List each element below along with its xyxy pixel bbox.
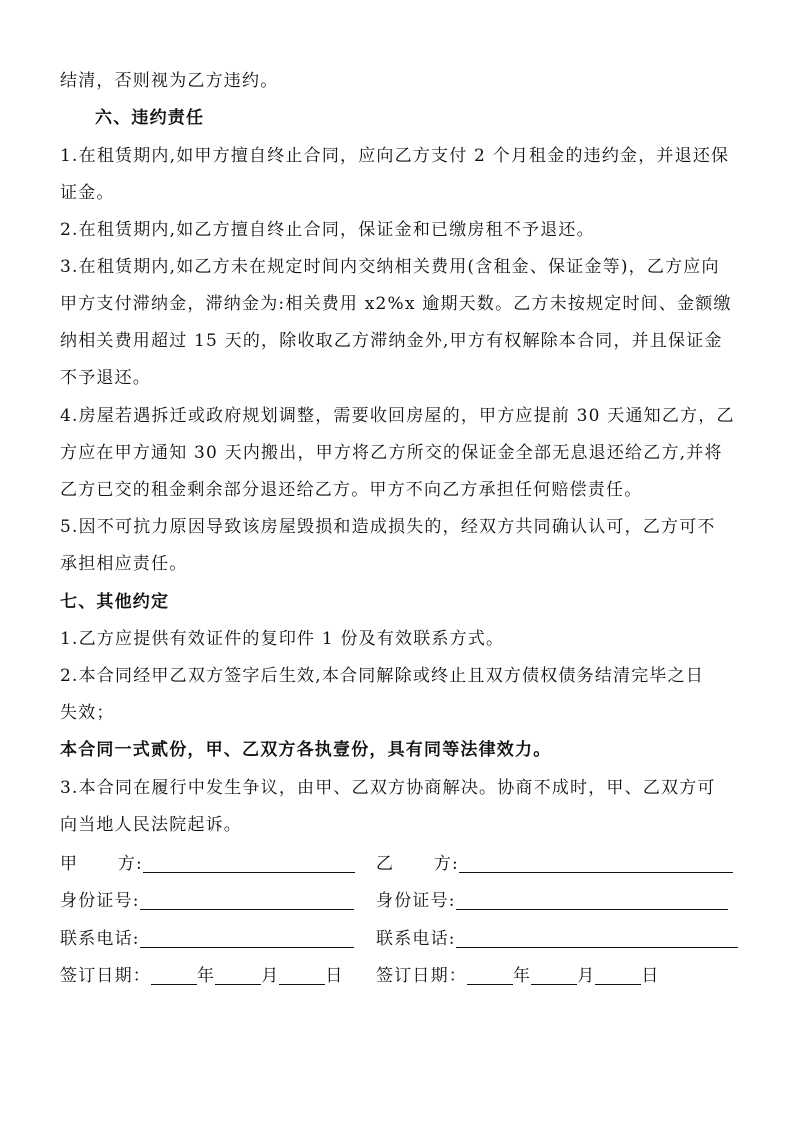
paragraph-line: 证金。 <box>60 183 115 203</box>
day-label: 日 <box>641 966 660 986</box>
party-b-id-field[interactable] <box>456 891 728 910</box>
day-label: 日 <box>325 966 344 986</box>
year-label: 年 <box>197 966 216 986</box>
party-a-date-label: 签订日期： <box>60 966 151 986</box>
paragraph-line: 3.本合同在履行中发生争议，由甲、乙双方协商解决。协商不成时，甲、乙双方可 <box>60 778 716 798</box>
party-a-id-cell <box>60 890 354 912</box>
month-label: 月 <box>577 966 596 986</box>
party-b-phone-label: 联系电话: <box>376 929 456 949</box>
paragraph-line: 纳相关费用超过 15 天的，除收取乙方滞纳金外,甲方有权解除本合同，并且保证金 <box>60 331 723 351</box>
party-b-phone-cell <box>376 928 738 950</box>
party-a-cell <box>60 853 355 875</box>
section-heading-other: 七、其他约定 <box>60 592 170 612</box>
party-a-field[interactable] <box>143 854 355 873</box>
party-b-date-cell <box>376 965 660 987</box>
paragraph-line: 结清，否则视为乙方违约。 <box>60 71 279 91</box>
party-b-cell <box>376 853 733 875</box>
paragraph-line: 2.本合同经甲乙双方签字后生效,本合同解除或终止且双方债权债务结清完毕之日 <box>60 666 705 686</box>
party-a-month-field[interactable] <box>215 966 261 985</box>
party-b-phone-field[interactable] <box>456 929 738 948</box>
paragraph-line: 乙方已交的租金剩余部分退还给乙方。甲方不向乙方承担任何赔偿责任。 <box>60 480 643 500</box>
paragraph-line: 1.乙方应提供有效证件的复印件 1 份及有效联系方式。 <box>60 629 505 649</box>
party-b-label: 乙 方: <box>376 854 459 874</box>
party-a-label: 甲 方: <box>60 854 143 874</box>
paragraph-line: 5.因不可抗力原因导致该房屋毁损和造成损失的，经双方共同确认认可，乙方可不 <box>60 517 716 537</box>
signature-row-date <box>60 965 750 989</box>
party-b-id-label: 身份证号: <box>376 891 456 911</box>
signature-row-phone <box>60 928 750 952</box>
party-b-month-field[interactable] <box>531 966 577 985</box>
paragraph-line: 承担相应责任。 <box>60 554 188 574</box>
party-a-day-field[interactable] <box>279 966 325 985</box>
year-label: 年 <box>513 966 532 986</box>
party-b-id-cell <box>376 890 728 912</box>
month-label: 月 <box>261 966 280 986</box>
party-a-year-field[interactable] <box>151 966 197 985</box>
paragraph-line: 失效； <box>60 703 115 723</box>
party-a-phone-label: 联系电话: <box>60 929 140 949</box>
signature-row-party <box>60 853 750 877</box>
party-b-date-label: 签订日期： <box>376 966 467 986</box>
section-heading-breach: 六、违约责任 <box>95 108 205 128</box>
party-a-phone-field[interactable] <box>140 929 354 948</box>
party-b-year-field[interactable] <box>467 966 513 985</box>
bold-statement: 本合同一式贰份，甲、乙双方各执壹份，具有同等法律效力。 <box>60 740 552 760</box>
paragraph-line: 向当地人民法院起诉。 <box>60 815 242 835</box>
party-b-field[interactable] <box>459 854 733 873</box>
party-b-day-field[interactable] <box>595 966 641 985</box>
paragraph-line: 1.在租赁期内,如甲方擅自终止合同，应向乙方支付 2 个月租金的违约金，并退还保 <box>60 146 730 166</box>
paragraph-line: 方应在甲方通知 30 天内搬出，甲方将乙方所交的保证金全部无息退还给乙方,并将 <box>60 443 723 463</box>
paragraph-line: 甲方支付滞纳金，滞纳金为:相关费用 x2%x 逾期天数。乙方未按规定时间、金额缴 <box>60 294 732 314</box>
signature-row-id <box>60 890 750 914</box>
paragraph-line: 2.在租赁期内,如乙方擅自终止合同，保证金和已缴房租不予退还。 <box>60 220 595 240</box>
party-a-id-label: 身份证号: <box>60 891 140 911</box>
paragraph-line: 4.房屋若遇拆迁或政府规划调整，需要收回房屋的，甲方应提前 30 天通知乙方，乙 <box>60 406 735 426</box>
party-a-date-cell <box>60 965 344 987</box>
paragraph-line: 不予退还。 <box>60 368 151 388</box>
party-a-id-field[interactable] <box>140 891 354 910</box>
paragraph-line: 3.在租赁期内,如乙方未在规定时间内交纳相关费用(含租金、保证金等)，乙方应向 <box>60 257 720 277</box>
party-a-phone-cell <box>60 928 354 950</box>
